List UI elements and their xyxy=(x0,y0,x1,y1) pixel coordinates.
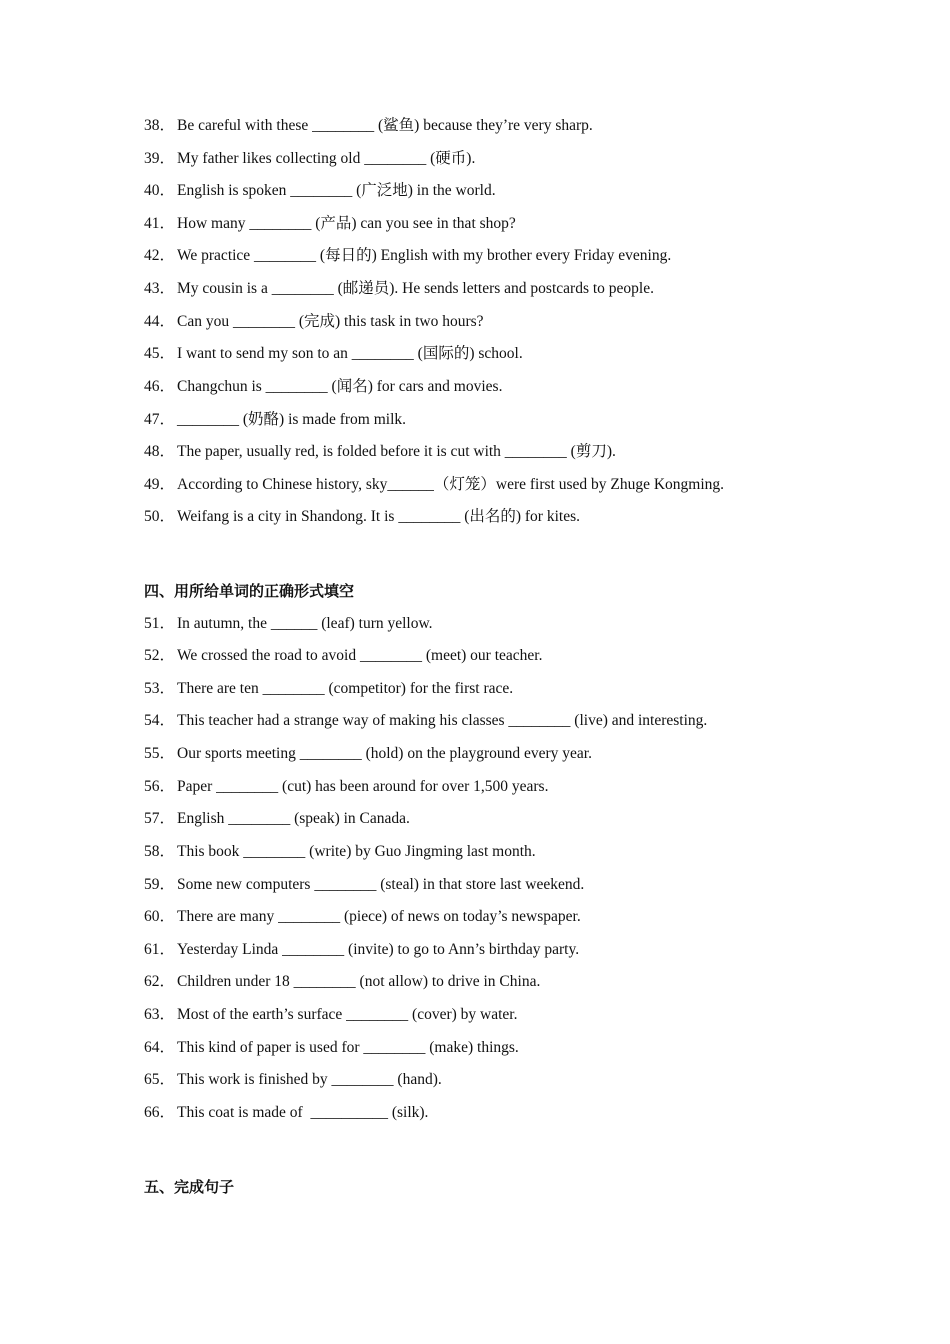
question-49 xyxy=(144,475,724,495)
question-text: Some new computers ________ (steal) in that store last weekend. xyxy=(177,876,585,893)
question-text: Can you ________ (完成) this task in two hours? xyxy=(177,313,484,330)
question-66 xyxy=(144,1103,428,1123)
question-text: Paper ________ (cut) has been around for over 1,500 years. xyxy=(177,778,549,795)
question-text: English is spoken ________ (广泛地) in the world. xyxy=(177,182,496,199)
question-text: My father likes collecting old ________ (硬币). xyxy=(177,150,476,167)
question-text: My cousin is a ________ (邮递员). He sends letters and postcards to people. xyxy=(177,280,654,297)
question-60 xyxy=(144,907,581,927)
question-number: 43． xyxy=(144,280,176,297)
question-64 xyxy=(144,1038,519,1058)
question-text: This book ________ (write) by Guo Jingming last month. xyxy=(177,843,536,860)
question-number: 49． xyxy=(144,476,176,493)
question-text: There are ten ________ (competitor) for the first race. xyxy=(177,680,514,697)
question-number: 65． xyxy=(144,1071,176,1088)
question-text: In autumn, the ______ (leaf) turn yellow. xyxy=(177,615,433,632)
question-number: 66． xyxy=(144,1104,176,1121)
question-55 xyxy=(144,744,592,764)
question-text: There are many ________ (piece) of news on today’s newspaper. xyxy=(177,908,581,925)
question-number: 42． xyxy=(144,247,176,264)
question-number: 56． xyxy=(144,778,176,795)
question-59 xyxy=(144,875,584,895)
question-text: We practice ________ (每日的) English with my brother every Friday evening. xyxy=(177,247,672,264)
question-48 xyxy=(144,442,616,462)
question-number: 38． xyxy=(144,117,176,134)
question-number: 58． xyxy=(144,843,176,860)
question-47 xyxy=(144,410,406,430)
question-text: Yesterday Linda ________ (invite) to go to Ann’s birthday party. xyxy=(177,941,580,958)
question-number: 41． xyxy=(144,215,176,232)
question-58 xyxy=(144,842,536,862)
question-number: 40． xyxy=(144,182,176,199)
question-number: 55． xyxy=(144,745,176,762)
question-text: I want to send my son to an ________ (国际的) school. xyxy=(177,345,523,362)
question-62 xyxy=(144,972,540,992)
question-41 xyxy=(144,214,516,234)
section-5-heading: 五、完成句子 xyxy=(144,1178,235,1196)
question-50 xyxy=(144,507,580,527)
question-text: This teacher had a strange way of making his classes ________ (live) and interesting. xyxy=(177,712,708,729)
question-text: This kind of paper is used for ________ (make) things. xyxy=(177,1039,519,1056)
question-number: 44． xyxy=(144,313,176,330)
question-number: 64． xyxy=(144,1039,176,1056)
question-text: Be careful with these ________ (鲨鱼) because they’re very sharp. xyxy=(177,117,593,134)
question-text: How many ________ (产品) can you see in that shop? xyxy=(177,215,516,232)
question-63 xyxy=(144,1005,517,1025)
question-text: We crossed the road to avoid ________ (meet) our teacher. xyxy=(177,647,543,664)
question-52 xyxy=(144,646,542,666)
question-text: Children under 18 ________ (not allow) to drive in China. xyxy=(177,973,541,990)
question-53 xyxy=(144,679,513,699)
question-number: 45． xyxy=(144,345,176,362)
question-text: English ________ (speak) in Canada. xyxy=(177,810,410,827)
question-61 xyxy=(144,940,579,960)
question-number: 46． xyxy=(144,378,176,395)
question-text: The paper, usually red, is folded before it is cut with ________ (剪刀). xyxy=(177,443,616,460)
section-4-heading: 四、用所给单词的正确形式填空 xyxy=(144,582,355,600)
question-text: Changchun is ________ (闻名) for cars and movies. xyxy=(177,378,503,395)
question-number: 52． xyxy=(144,647,176,664)
question-text: Our sports meeting ________ (hold) on the playground every year. xyxy=(177,745,592,762)
question-number: 57． xyxy=(144,810,176,827)
question-number: 50． xyxy=(144,508,176,525)
question-40 xyxy=(144,181,496,201)
question-text: Most of the earth’s surface ________ (cover) by water. xyxy=(177,1006,518,1023)
question-45 xyxy=(144,344,523,364)
question-54 xyxy=(144,711,707,731)
question-text: This coat is made of __________ (silk). xyxy=(177,1104,429,1121)
question-51 xyxy=(144,614,433,634)
question-number: 47． xyxy=(144,411,176,428)
question-number: 59． xyxy=(144,876,176,893)
question-number: 54． xyxy=(144,712,176,729)
question-number: 61． xyxy=(144,941,176,958)
question-number: 63． xyxy=(144,1006,176,1023)
question-number: 48． xyxy=(144,443,176,460)
question-38 xyxy=(144,116,593,136)
question-number: 60． xyxy=(144,908,176,925)
question-number: 62． xyxy=(144,973,176,990)
question-text: This work is finished by ________ (hand). xyxy=(177,1071,442,1088)
question-text: ________ (奶酪) is made from milk. xyxy=(177,411,407,428)
question-text: Weifang is a city in Shandong. It is ________ (出名的) for kites. xyxy=(177,508,580,525)
question-65 xyxy=(144,1070,442,1090)
question-text: According to Chinese history, sky______（灯笼）were first used by Zhuge Kongming. xyxy=(177,476,725,493)
question-number: 51． xyxy=(144,615,176,632)
question-39 xyxy=(144,149,475,169)
question-46 xyxy=(144,377,502,397)
question-43 xyxy=(144,279,654,299)
question-number: 53． xyxy=(144,680,176,697)
question-44 xyxy=(144,312,484,332)
question-42 xyxy=(144,246,671,266)
question-56 xyxy=(144,777,548,797)
question-57 xyxy=(144,809,410,829)
question-number: 39． xyxy=(144,150,176,167)
